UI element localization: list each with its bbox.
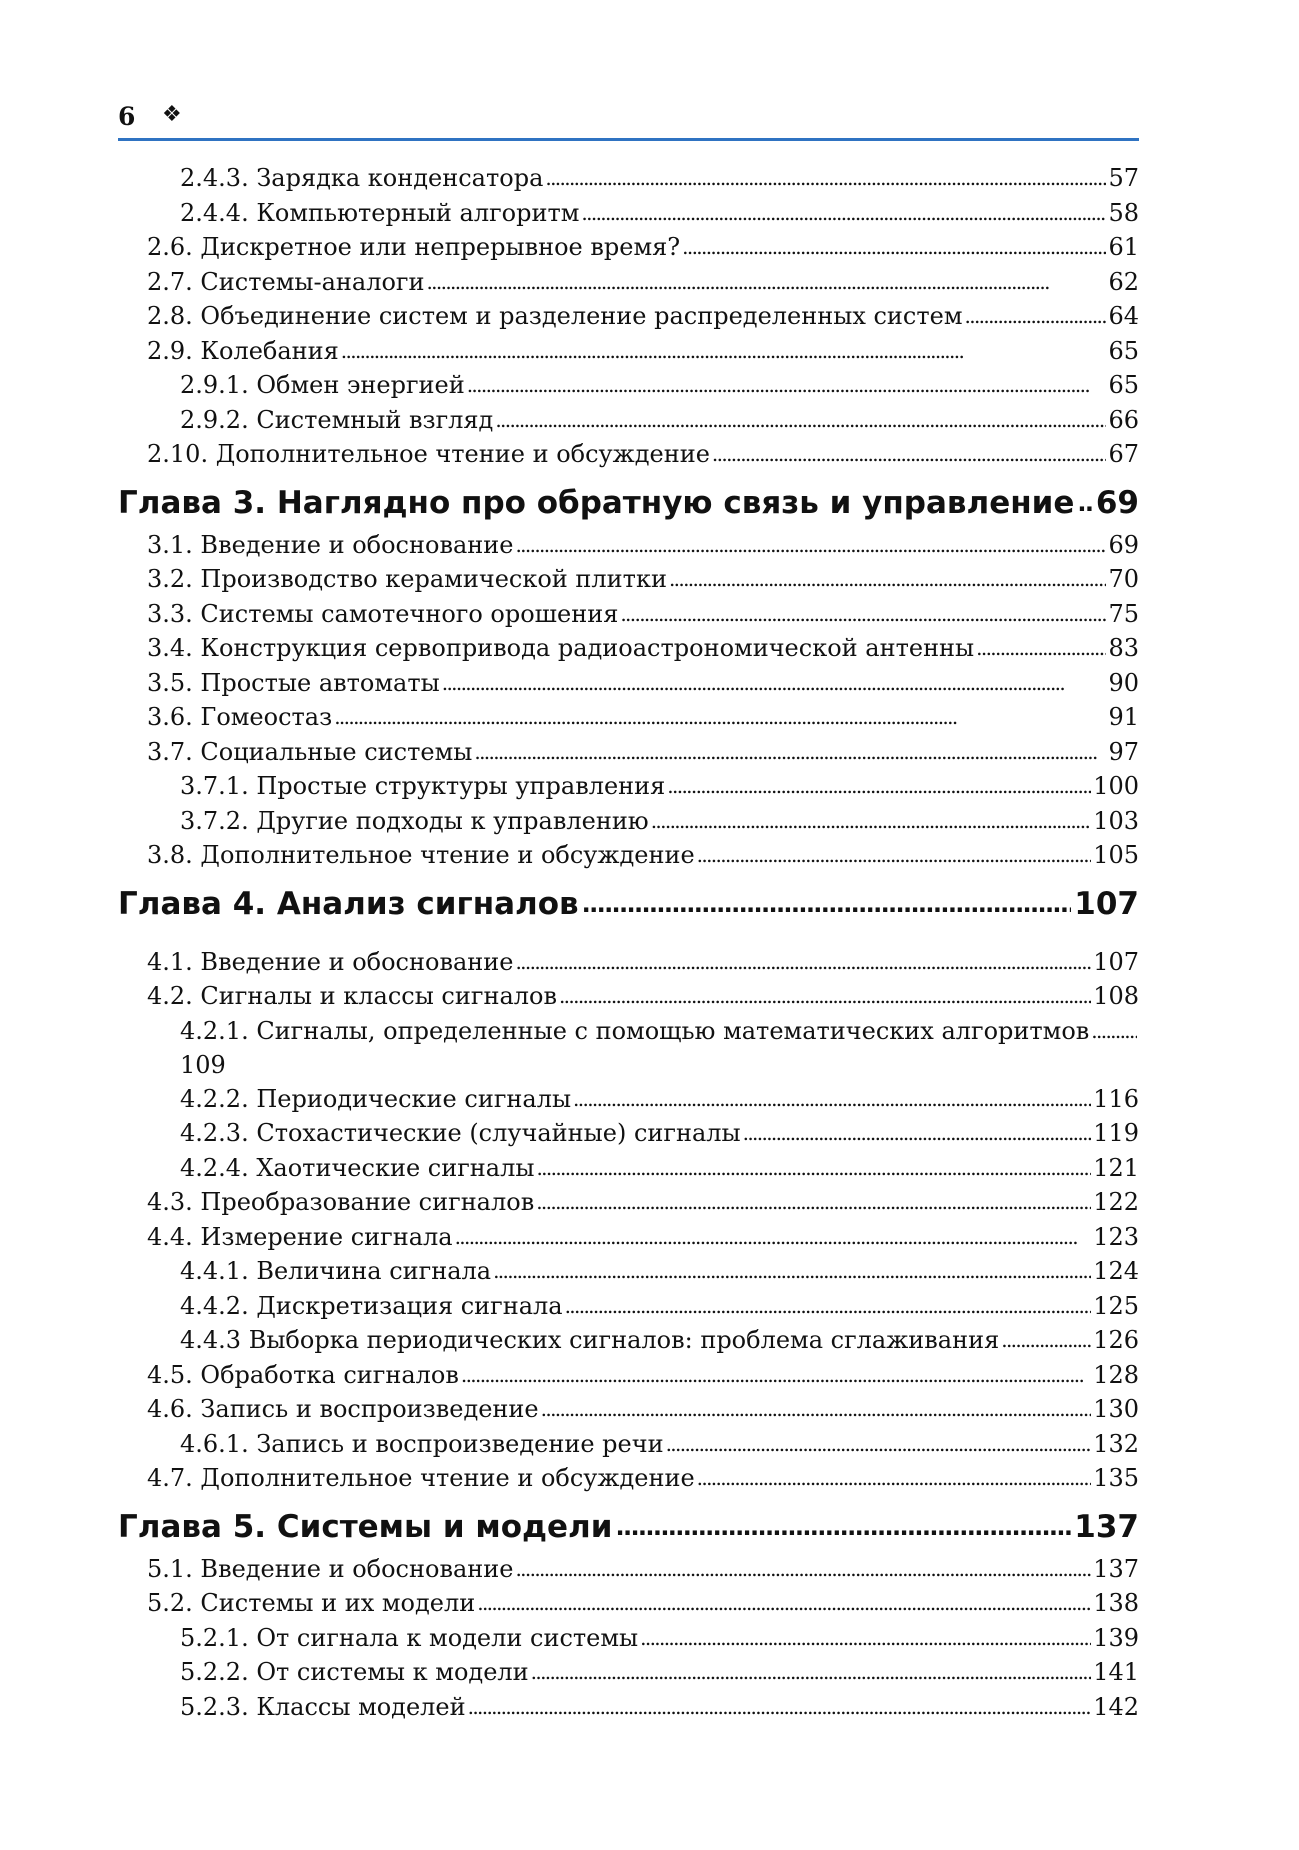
leader-dots — [559, 979, 1091, 1014]
entry-page-number: 142 — [1093, 1692, 1139, 1721]
leader-dots — [965, 299, 1107, 334]
entry-title: 3.1. Введение и обоснование — [147, 530, 514, 559]
toc-entry — [118, 1462, 1139, 1497]
entry-title: 5.1. Введение и обоснование — [147, 1554, 514, 1583]
entry-page-number: 137 — [1093, 1554, 1139, 1583]
entry-title: 4.2.4. Хаотические сигналы — [180, 1153, 535, 1182]
entry-page-number: 130 — [1093, 1395, 1139, 1423]
toc-entry — [118, 839, 1139, 874]
entry-page-number: 65 — [1108, 336, 1139, 365]
toc-entry — [118, 162, 1139, 197]
toc-entry — [118, 980, 1139, 1015]
toc-entry — [118, 701, 1139, 736]
entry-page-number: 123 — [1093, 1222, 1139, 1251]
entry-title: 5.2.1. От сигнала к модели системы — [180, 1623, 639, 1652]
entry-page-number: 124 — [1093, 1257, 1139, 1285]
toc-entry — [118, 1255, 1139, 1290]
entry-page-number: 107 — [1093, 947, 1139, 976]
entry-title: 2.10. Дополнительное чтение и обсуждение — [147, 440, 710, 468]
leader-dots — [515, 528, 1106, 563]
entry-title: 4.7. Дополнительное чтение и обсуждение — [147, 1464, 695, 1492]
leader-dots — [426, 265, 1106, 300]
entry-title: 3.7. Социальные системы — [147, 737, 473, 766]
entry-title: 4.2.2. Периодические сигналы — [180, 1084, 572, 1113]
toc-entry — [118, 438, 1139, 473]
chapter-page-number: 137 — [1074, 1508, 1139, 1545]
leader-dots — [582, 884, 1072, 920]
leader-dots — [442, 666, 1107, 701]
leader-dots — [573, 1082, 1091, 1117]
leader-dots — [515, 945, 1091, 980]
entry-page-number: 65 — [1108, 371, 1139, 399]
toc-entry — [118, 598, 1139, 633]
entry-page-number: 97 — [1108, 737, 1139, 766]
entry-page-number: 70 — [1108, 565, 1139, 593]
ornament-icon: ❖ — [162, 102, 182, 127]
toc-entry — [118, 197, 1139, 232]
leader-dots — [455, 1220, 1092, 1255]
leader-dots — [667, 769, 1091, 804]
toc-entry — [118, 770, 1139, 805]
leader-dots — [531, 1655, 1092, 1690]
entry-page-number: 139 — [1093, 1623, 1139, 1652]
entry-title: 3.7.2. Другие подходы к управлению — [180, 806, 649, 835]
entry-page-number: 108 — [1093, 982, 1139, 1010]
toc-entry — [118, 1622, 1139, 1657]
entry-title: 5.2. Системы и их модели — [147, 1589, 476, 1617]
entry-page-number: 138 — [1093, 1589, 1139, 1617]
toc-entry — [118, 404, 1139, 439]
entry-page-number: 105 — [1093, 841, 1139, 869]
entry-page-number: 125 — [1093, 1291, 1139, 1320]
entry-page-number: 91 — [1108, 703, 1139, 731]
toc-entry — [118, 1186, 1139, 1221]
entry-page-number: 67 — [1108, 440, 1139, 468]
leader-dots — [743, 1116, 1092, 1151]
entry-title: 4.2.1. Сигналы, определенные с помощью математических алгоритмов — [180, 1016, 1090, 1045]
entry-title: 3.4. Конструкция сервопривода радиоастрономической антенны — [147, 634, 975, 662]
toc-entry — [118, 667, 1139, 702]
toc-entry — [118, 1221, 1139, 1256]
entry-page-number: 135 — [1093, 1464, 1139, 1492]
entry-title: 2.9. Колебания — [147, 336, 339, 365]
toc-entry — [118, 1083, 1139, 1118]
toc-entry — [118, 1587, 1139, 1622]
leader-dots — [712, 437, 1107, 472]
entry-title: 4.4.2. Дискретизация сигнала — [180, 1291, 563, 1320]
leader-dots — [565, 1289, 1092, 1324]
toc-entry — [118, 1428, 1139, 1463]
entry-page-number: 116 — [1093, 1084, 1139, 1113]
chapter-title: Глава 4. Анализ сигналов — [118, 885, 579, 922]
leader-dots — [341, 334, 1107, 369]
toc-entry — [118, 632, 1139, 667]
chapter-page-number: 107 — [1074, 885, 1139, 922]
entry-page-number: 83 — [1108, 634, 1139, 662]
leader-dots — [334, 700, 1106, 735]
leader-dots — [461, 1358, 1091, 1393]
entry-title: 4.5. Обработка сигналов — [147, 1360, 459, 1389]
entry-page-number: 128 — [1093, 1360, 1139, 1389]
entry-page-number: 69 — [1108, 530, 1139, 559]
entry-title: 4.2. Сигналы и классы сигналов — [147, 982, 557, 1010]
leader-dots — [536, 1151, 1091, 1186]
entry-page-number: 141 — [1093, 1658, 1139, 1686]
entry-title: 5.2.2. От системы к модели — [180, 1658, 529, 1686]
entry-page-number: 100 — [1093, 772, 1139, 800]
entry-title: 3.6. Гомеостаз — [147, 703, 333, 731]
entry-title: 3.3. Системы самотечного орошения — [147, 599, 619, 628]
leader-dots — [474, 735, 1106, 770]
entry-page-number: 61 — [1108, 233, 1139, 261]
entry-page-number: 58 — [1108, 198, 1139, 227]
entry-page-number: 132 — [1093, 1429, 1139, 1458]
toc-chapter-heading — [118, 485, 1139, 521]
toc-entry — [118, 946, 1139, 981]
entry-title: 2.9.2. Системный взгляд — [180, 405, 494, 434]
leader-dots — [1077, 483, 1092, 519]
toc-entry — [118, 1290, 1139, 1325]
entry-page-number: 109 — [180, 1051, 226, 1079]
entry-title: 4.4. Измерение сигнала — [147, 1222, 453, 1251]
entry-title: 2.9.1. Обмен энергией — [180, 371, 465, 399]
toc-entry — [118, 300, 1139, 335]
chapter-page-number: 69 — [1095, 484, 1139, 521]
leader-dots — [581, 196, 1106, 231]
entry-title: 3.8. Дополнительное чтение и обсуждение — [147, 841, 695, 869]
leader-dots — [477, 1586, 1091, 1621]
entry-title: 3.2. Производство керамической плитки — [147, 565, 667, 593]
leader-dots — [1001, 1323, 1091, 1358]
entry-page-number: 62 — [1108, 267, 1139, 296]
leader-dots — [1091, 1014, 1137, 1049]
toc-entry — [118, 563, 1139, 598]
entry-page-number: 126 — [1093, 1326, 1139, 1354]
toc-entry — [118, 805, 1139, 840]
entry-title: 2.4.4. Компьютерный алгоритм — [180, 198, 580, 227]
entry-title: 3.7.1. Простые структуры управления — [180, 772, 666, 800]
leader-dots — [640, 1621, 1091, 1656]
leader-dots — [697, 1461, 1092, 1496]
toc-entry — [118, 266, 1139, 301]
entry-title: 4.4.3 Выборка периодических сигналов: проблема сглаживания — [180, 1326, 1000, 1354]
entry-title: 4.1. Введение и обоснование — [147, 947, 514, 976]
entry-page-number: 66 — [1108, 405, 1139, 434]
entry-title: 5.2.3. Классы моделей — [180, 1692, 466, 1721]
entry-page-number: 122 — [1093, 1188, 1139, 1216]
entry-page-number: 75 — [1108, 599, 1139, 628]
entry-page-number: 119 — [1093, 1119, 1139, 1147]
entry-title: 2.8. Объединение систем и разделение распределенных систем — [147, 302, 963, 330]
toc-entry — [118, 1656, 1139, 1691]
entry-page-number: 64 — [1108, 302, 1139, 330]
table-of-contents — [118, 162, 1139, 1725]
entry-title: 2.4.3. Зарядка конденсатора — [180, 164, 544, 192]
entry-title: 4.2.3. Стохастические (случайные) сигналы — [180, 1119, 741, 1147]
toc-entry — [118, 529, 1139, 564]
leader-dots — [669, 562, 1107, 597]
leader-dots — [541, 1392, 1092, 1427]
entry-title: 2.7. Системы-аналоги — [147, 267, 425, 296]
toc-entry — [118, 1393, 1139, 1428]
entry-page-number: 90 — [1108, 668, 1139, 697]
leader-dots — [493, 1254, 1091, 1289]
toc-entry — [118, 1152, 1139, 1187]
entry-title: 2.6. Дискретное или непрерывное время? — [147, 233, 681, 261]
toc-entry — [118, 1553, 1139, 1588]
entry-page-number: 103 — [1093, 806, 1139, 835]
leader-dots — [545, 161, 1106, 196]
leader-dots — [515, 1552, 1091, 1587]
toc-entry — [118, 1691, 1139, 1726]
leader-dots — [976, 631, 1106, 666]
toc-entry — [118, 1015, 1139, 1083]
entry-title: 4.6. Запись и воспроизведение — [147, 1395, 539, 1423]
toc-entry — [118, 1359, 1139, 1394]
entry-title: 3.5. Простые автоматы — [147, 668, 440, 697]
toc-entry — [118, 1324, 1139, 1359]
toc-entry — [118, 1117, 1139, 1152]
page-number: 6 — [118, 102, 136, 131]
toc-entry — [118, 736, 1139, 771]
toc-chapter-heading — [118, 1509, 1139, 1545]
toc-entry — [118, 231, 1139, 266]
leader-dots — [468, 1690, 1092, 1725]
leader-dots — [697, 838, 1092, 873]
leader-dots — [536, 1185, 1091, 1220]
leader-dots — [666, 1427, 1092, 1462]
chapter-title: Глава 3. Наглядно про обратную связь и управление — [118, 484, 1075, 521]
leader-dots — [467, 368, 1107, 403]
entry-title: 4.3. Преобразование сигналов — [147, 1188, 535, 1216]
entry-page-number: 121 — [1093, 1153, 1139, 1182]
entry-page-number: 57 — [1108, 164, 1139, 192]
toc-entry — [118, 335, 1139, 370]
page-header — [118, 98, 1139, 141]
toc-entry — [118, 369, 1139, 404]
leader-dots — [620, 597, 1106, 632]
leader-dots — [616, 1507, 1072, 1543]
leader-dots — [682, 230, 1106, 265]
toc-chapter-heading — [118, 886, 1139, 922]
leader-dots — [495, 403, 1106, 438]
chapter-title: Глава 5. Системы и модели — [118, 1508, 613, 1545]
leader-dots — [651, 804, 1091, 839]
entry-title: 4.4.1. Величина сигнала — [180, 1257, 492, 1285]
entry-title: 4.6.1. Запись и воспроизведение речи — [180, 1429, 664, 1458]
